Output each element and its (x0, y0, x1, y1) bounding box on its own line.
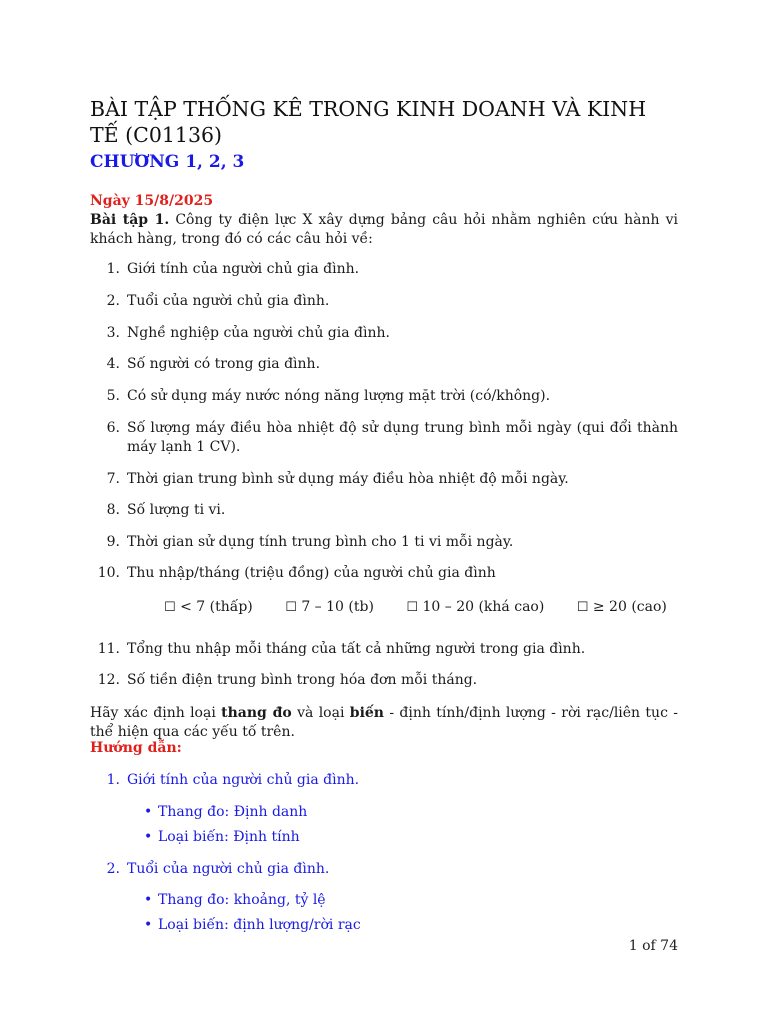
guide-label: Hướng dẫn: (90, 740, 182, 756)
bullet-icon: • (144, 917, 153, 933)
income-option[interactable]: ☐ < 7 (thấp) (164, 599, 253, 615)
list-item: 1. Giới tính của người chủ gia đình. (106, 261, 360, 277)
guide-bullet: • Thang đo: Định danh (144, 804, 308, 820)
date-line: Ngày 15/8/2025 (90, 193, 214, 209)
list-item: 4. Số người có trong gia đình. (106, 356, 321, 372)
checkbox-icon[interactable]: ☐ (576, 600, 589, 615)
list-item: 2. Tuổi của người chủ gia đình. (106, 293, 330, 309)
exercise-intro-text: Công ty điện lực X xây dựng bảng câu hỏi nhằm nghiên cứu hành vi khách hàng, trong đó có các câu hỏi về: (90, 212, 679, 247)
list-item: 9. Thời gian sử dụng tính trung bình cho 1 ti vi mỗi ngày. (106, 534, 514, 550)
list-item: 6. Số lượng máy điều hòa nhiệt độ sử dụng trung bình mỗi ngày (qui đổi thành máy lạnh 1 CV). (106, 420, 678, 455)
checkbox-icon[interactable]: ☐ (406, 600, 419, 615)
guide-bullet: • Loại biến: Định tính (144, 829, 300, 845)
bullet-icon: • (144, 892, 153, 908)
list-item: 11. Tổng thu nhập mỗi tháng của tất cả những người trong gia đình. (97, 641, 586, 657)
exercise-label: Bài tập 1. (90, 212, 170, 228)
page-number: 1 of 74 (628, 938, 678, 954)
income-options (164, 599, 667, 615)
bullet-icon: • (144, 804, 153, 820)
document-title: BÀI TẬP THỐNG KÊ TRONG KINH DOANH VÀ KINH TẾ (C01136) (90, 97, 647, 147)
question-prompt: Hãy xác định loại thang đo và loại biến - định tính/định lượng - rời rạc/liên tục - thể hiện qua các yếu tố trên. (90, 705, 678, 740)
bullet-icon: • (144, 829, 153, 845)
income-option[interactable]: ☐ 7 – 10 (tb) (285, 599, 374, 615)
list-item: 10. Thu nhập/tháng (triệu đồng) của người chủ gia đình (97, 565, 496, 581)
guide-bullet: • Loại biến: định lượng/rời rạc (144, 917, 361, 933)
exercise-intro (90, 211, 678, 249)
list-item: 7. Thời gian trung bình sử dụng máy điều hòa nhiệt độ mỗi ngày. (106, 471, 569, 487)
income-option[interactable]: ☐ 10 – 20 (khá cao) (406, 599, 545, 615)
list-item: 3. Nghề nghiệp của người chủ gia đình. (106, 325, 390, 341)
list-item: 8. Số lượng ti vi. (106, 502, 226, 518)
checkbox-icon[interactable]: ☐ (285, 600, 297, 615)
chapter-heading: CHƯƠNG 1, 2, 3 (90, 152, 245, 172)
list-item: 12. Số tiền điện trung bình trong hóa đơn mỗi tháng. (97, 672, 478, 688)
guide-bullet: • Thang đo: khoảng, tỷ lệ (144, 892, 326, 908)
list-item: 5. Có sử dụng máy nước nóng năng lượng mặt trời (có/không). (106, 388, 551, 404)
checkbox-icon[interactable]: ☐ (164, 600, 176, 615)
income-option[interactable]: ☐ ≥ 20 (cao) (576, 599, 667, 615)
